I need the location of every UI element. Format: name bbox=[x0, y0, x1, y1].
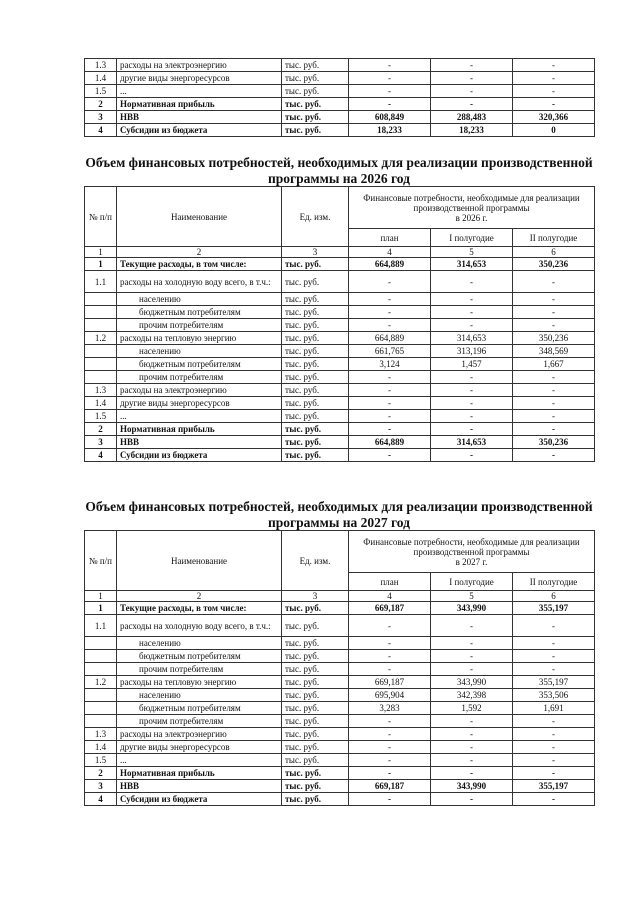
table-row bbox=[85, 676, 595, 689]
row-unit: тыс. руб. bbox=[282, 728, 349, 741]
row-h2: - bbox=[513, 650, 595, 663]
table-row bbox=[85, 358, 595, 371]
row-unit: тыс. руб. bbox=[282, 371, 349, 384]
colnum: 1 bbox=[85, 247, 117, 258]
row-h2: - bbox=[513, 319, 595, 332]
row-h1: - bbox=[431, 728, 513, 741]
row-plan: 661,765 bbox=[349, 345, 431, 358]
row-h1: - bbox=[431, 650, 513, 663]
table-row bbox=[85, 124, 595, 137]
header-unit: Ед. изм. bbox=[282, 531, 349, 591]
row-h1: - bbox=[431, 637, 513, 650]
row-h2: 320,366 bbox=[513, 111, 595, 124]
row-plan: - bbox=[349, 741, 431, 754]
row-h1: 342,398 bbox=[431, 689, 513, 702]
row-unit: тыс. руб. bbox=[282, 702, 349, 715]
row-name: другие виды энергоресурсов bbox=[117, 397, 282, 410]
row-num: 1.4 bbox=[85, 397, 117, 410]
row-name: Текущие расходы, в том числе: bbox=[117, 602, 282, 615]
row-num: 2 bbox=[85, 767, 117, 780]
row-h2: - bbox=[513, 72, 595, 85]
header-num: № п/п bbox=[85, 531, 117, 591]
row-plan: - bbox=[349, 293, 431, 306]
row-num: 1 bbox=[85, 602, 117, 615]
row-h2: 355,197 bbox=[513, 780, 595, 793]
row-h2: - bbox=[513, 293, 595, 306]
row-h2: - bbox=[513, 59, 595, 72]
row-h2: - bbox=[513, 397, 595, 410]
header-plan: план bbox=[349, 573, 431, 591]
row-unit: тыс. руб. bbox=[282, 98, 349, 111]
row-plan: 3,283 bbox=[349, 702, 431, 715]
row-plan: - bbox=[349, 663, 431, 676]
row-h1: 1,457 bbox=[431, 358, 513, 371]
row-h2: 350,236 bbox=[513, 436, 595, 449]
table-row bbox=[85, 793, 595, 806]
row-plan: - bbox=[349, 615, 431, 637]
row-name: ... bbox=[117, 410, 282, 423]
section-2026-title: Объем финансовых потребностей, необходимых для реализации производственной программы на 2026 год bbox=[85, 155, 593, 186]
row-plan: - bbox=[349, 754, 431, 767]
row-name: Нормативная прибыль bbox=[117, 98, 282, 111]
header-fin bbox=[349, 187, 595, 229]
row-name: Нормативная прибыль bbox=[117, 423, 282, 436]
row-plan: - bbox=[349, 72, 431, 85]
table-row bbox=[85, 319, 595, 332]
row-h1: 314,653 bbox=[431, 436, 513, 449]
row-num: 4 bbox=[85, 124, 117, 137]
row-plan: - bbox=[349, 410, 431, 423]
header-name: Наименование bbox=[117, 531, 282, 591]
row-h1: 1,592 bbox=[431, 702, 513, 715]
row-h2: 353,506 bbox=[513, 689, 595, 702]
row-name: бюджетным потребителям bbox=[117, 650, 282, 663]
row-name: расходы на тепловую энергию bbox=[117, 676, 282, 689]
table-row bbox=[85, 702, 595, 715]
row-num bbox=[85, 306, 117, 319]
row-h2: - bbox=[513, 615, 595, 637]
header-fin-text: Финансовые потребности, необходимые для реализации производственной программы bbox=[363, 536, 580, 557]
top-table-body bbox=[85, 59, 595, 137]
row-h1: - bbox=[431, 449, 513, 462]
row-unit: тыс. руб. bbox=[282, 423, 349, 436]
row-unit: тыс. руб. bbox=[282, 602, 349, 615]
row-unit: тыс. руб. bbox=[282, 650, 349, 663]
row-num: 1.5 bbox=[85, 410, 117, 423]
row-plan: 669,187 bbox=[349, 602, 431, 615]
row-h2: 348,569 bbox=[513, 345, 595, 358]
row-unit: тыс. руб. bbox=[282, 436, 349, 449]
row-unit: тыс. руб. bbox=[282, 293, 349, 306]
row-h1: 343,990 bbox=[431, 780, 513, 793]
header-h2: II полугодие bbox=[513, 229, 595, 247]
row-num bbox=[85, 345, 117, 358]
colnum: 5 bbox=[431, 247, 513, 258]
colnum: 5 bbox=[431, 591, 513, 602]
row-unit: тыс. руб. bbox=[282, 85, 349, 98]
row-h2: - bbox=[513, 306, 595, 319]
row-h2: 1,667 bbox=[513, 358, 595, 371]
row-h2: 350,236 bbox=[513, 258, 595, 271]
row-num: 1.3 bbox=[85, 59, 117, 72]
colnum: 4 bbox=[349, 247, 431, 258]
row-unit: тыс. руб. bbox=[282, 754, 349, 767]
table-row bbox=[85, 85, 595, 98]
row-h1: - bbox=[431, 293, 513, 306]
row-h2: - bbox=[513, 637, 595, 650]
row-num: 3 bbox=[85, 780, 117, 793]
header-plan: план bbox=[349, 229, 431, 247]
row-h1: 18,233 bbox=[431, 124, 513, 137]
row-name: расходы на холодную воду всего, в т.ч.: bbox=[117, 271, 282, 293]
header-fin bbox=[349, 531, 595, 573]
row-h1: - bbox=[431, 271, 513, 293]
table-row bbox=[85, 780, 595, 793]
table-row bbox=[85, 423, 595, 436]
row-h2: - bbox=[513, 85, 595, 98]
row-unit: тыс. руб. bbox=[282, 72, 349, 85]
row-num: 3 bbox=[85, 436, 117, 449]
row-h1: - bbox=[431, 615, 513, 637]
row-unit: тыс. руб. bbox=[282, 306, 349, 319]
row-h1: - bbox=[431, 715, 513, 728]
row-h1: - bbox=[431, 371, 513, 384]
row-num: 1.2 bbox=[85, 332, 117, 345]
row-plan: 664,889 bbox=[349, 436, 431, 449]
row-num bbox=[85, 371, 117, 384]
row-plan: - bbox=[349, 637, 431, 650]
row-h1: - bbox=[431, 741, 513, 754]
row-num: 1.3 bbox=[85, 728, 117, 741]
table-row bbox=[85, 332, 595, 345]
row-name: Субсидии из бюджета bbox=[117, 793, 282, 806]
row-plan: - bbox=[349, 397, 431, 410]
row-h2: - bbox=[513, 271, 595, 293]
table-row bbox=[85, 715, 595, 728]
row-num bbox=[85, 715, 117, 728]
row-h1: - bbox=[431, 793, 513, 806]
row-unit: тыс. руб. bbox=[282, 319, 349, 332]
row-plan: 669,187 bbox=[349, 676, 431, 689]
row-unit: тыс. руб. bbox=[282, 397, 349, 410]
row-h2: 1,691 bbox=[513, 702, 595, 715]
row-h1: - bbox=[431, 663, 513, 676]
row-name: Субсидии из бюджета bbox=[117, 124, 282, 137]
row-h2: - bbox=[513, 423, 595, 436]
row-unit: тыс. руб. bbox=[282, 689, 349, 702]
row-plan: 669,187 bbox=[349, 780, 431, 793]
row-unit: тыс. руб. bbox=[282, 345, 349, 358]
row-num: 1.4 bbox=[85, 741, 117, 754]
row-unit: тыс. руб. bbox=[282, 449, 349, 462]
row-h1: - bbox=[431, 98, 513, 111]
row-name: Текущие расходы, в том числе: bbox=[117, 258, 282, 271]
row-h1: 343,990 bbox=[431, 676, 513, 689]
row-unit: тыс. руб. bbox=[282, 59, 349, 72]
row-unit: тыс. руб. bbox=[282, 332, 349, 345]
row-name: НВВ bbox=[117, 780, 282, 793]
table-row bbox=[85, 397, 595, 410]
row-name: населению bbox=[117, 345, 282, 358]
row-num: 1.1 bbox=[85, 271, 117, 293]
row-h2: - bbox=[513, 767, 595, 780]
row-num: 1.3 bbox=[85, 384, 117, 397]
row-num bbox=[85, 293, 117, 306]
colnum: 4 bbox=[349, 591, 431, 602]
row-unit: тыс. руб. bbox=[282, 358, 349, 371]
row-name: прочим потребителям bbox=[117, 715, 282, 728]
row-h2: - bbox=[513, 410, 595, 423]
row-num: 1.2 bbox=[85, 676, 117, 689]
row-h1: - bbox=[431, 72, 513, 85]
header-unit: Ед. изм. bbox=[282, 187, 349, 247]
row-name: другие виды энергоресурсов bbox=[117, 72, 282, 85]
row-num: 1.4 bbox=[85, 72, 117, 85]
section-2027-title: Объем финансовых потребностей, необходимых для реализации производственной программы на 2027 год bbox=[85, 499, 593, 530]
row-h1: - bbox=[431, 397, 513, 410]
header-fin-year: в 2026 г. bbox=[455, 212, 488, 223]
table-2027-body bbox=[85, 602, 595, 806]
table-row bbox=[85, 689, 595, 702]
row-num: 4 bbox=[85, 449, 117, 462]
row-h1: - bbox=[431, 410, 513, 423]
table-2026 bbox=[84, 186, 595, 462]
row-num bbox=[85, 637, 117, 650]
row-num: 2 bbox=[85, 98, 117, 111]
row-plan: 664,889 bbox=[349, 332, 431, 345]
row-plan: 664,889 bbox=[349, 258, 431, 271]
row-plan: - bbox=[349, 715, 431, 728]
row-name: расходы на электроэнергию bbox=[117, 59, 282, 72]
colnum: 1 bbox=[85, 591, 117, 602]
row-num: 1.5 bbox=[85, 754, 117, 767]
row-h2: - bbox=[513, 715, 595, 728]
row-plan: - bbox=[349, 384, 431, 397]
table-row bbox=[85, 754, 595, 767]
row-plan: - bbox=[349, 449, 431, 462]
row-h2: 350,236 bbox=[513, 332, 595, 345]
colnum: 3 bbox=[282, 591, 349, 602]
row-num: 1 bbox=[85, 258, 117, 271]
row-plan: - bbox=[349, 650, 431, 663]
header-fin-text: Финансовые потребности, необходимые для реализации производственной программы bbox=[363, 192, 580, 213]
row-h1: 343,990 bbox=[431, 602, 513, 615]
row-h1: 288,483 bbox=[431, 111, 513, 124]
table-row bbox=[85, 98, 595, 111]
row-name: прочим потребителям bbox=[117, 371, 282, 384]
table-row bbox=[85, 345, 595, 358]
row-h2: - bbox=[513, 663, 595, 676]
row-unit: тыс. руб. bbox=[282, 410, 349, 423]
table-row bbox=[85, 384, 595, 397]
row-name: расходы на холодную воду всего, в т.ч.: bbox=[117, 615, 282, 637]
row-unit: тыс. руб. bbox=[282, 384, 349, 397]
row-name: прочим потребителям bbox=[117, 663, 282, 676]
row-name: расходы на электроэнергию bbox=[117, 384, 282, 397]
row-num bbox=[85, 689, 117, 702]
row-plan: - bbox=[349, 728, 431, 741]
row-unit: тыс. руб. bbox=[282, 258, 349, 271]
table-row bbox=[85, 602, 595, 615]
row-plan: - bbox=[349, 59, 431, 72]
row-unit: тыс. руб. bbox=[282, 715, 349, 728]
row-h1: - bbox=[431, 423, 513, 436]
table-row bbox=[85, 271, 595, 293]
row-num: 1.5 bbox=[85, 85, 117, 98]
header-num: № п/п bbox=[85, 187, 117, 247]
row-h2: - bbox=[513, 384, 595, 397]
row-h2: 0 bbox=[513, 124, 595, 137]
header-fin-year: в 2027 г. bbox=[455, 556, 488, 567]
row-plan: - bbox=[349, 85, 431, 98]
row-unit: тыс. руб. bbox=[282, 111, 349, 124]
row-plan: - bbox=[349, 271, 431, 293]
header-h1: I полугодие bbox=[431, 229, 513, 247]
table-row bbox=[85, 371, 595, 384]
table-row bbox=[85, 637, 595, 650]
row-num: 3 bbox=[85, 111, 117, 124]
colnum: 3 bbox=[282, 247, 349, 258]
row-unit: тыс. руб. bbox=[282, 615, 349, 637]
row-name: другие виды энергоресурсов bbox=[117, 741, 282, 754]
row-h1: - bbox=[431, 85, 513, 98]
row-num bbox=[85, 358, 117, 371]
row-h1: - bbox=[431, 319, 513, 332]
table-row bbox=[85, 436, 595, 449]
row-name: прочим потребителям bbox=[117, 319, 282, 332]
row-unit: тыс. руб. bbox=[282, 780, 349, 793]
row-num: 4 bbox=[85, 793, 117, 806]
row-num bbox=[85, 319, 117, 332]
row-unit: тыс. руб. bbox=[282, 663, 349, 676]
row-unit: тыс. руб. bbox=[282, 793, 349, 806]
row-plan: - bbox=[349, 306, 431, 319]
row-plan: 695,904 bbox=[349, 689, 431, 702]
colnum: 6 bbox=[513, 247, 595, 258]
row-unit: тыс. руб. bbox=[282, 124, 349, 137]
colnum: 2 bbox=[117, 591, 282, 602]
row-h1: 314,653 bbox=[431, 258, 513, 271]
table-row bbox=[85, 258, 595, 271]
row-h2: - bbox=[513, 754, 595, 767]
row-num bbox=[85, 663, 117, 676]
table-row bbox=[85, 767, 595, 780]
row-h2: - bbox=[513, 741, 595, 754]
row-unit: тыс. руб. bbox=[282, 637, 349, 650]
table-row bbox=[85, 306, 595, 319]
row-h1: 313,196 bbox=[431, 345, 513, 358]
row-h2: - bbox=[513, 371, 595, 384]
row-name: бюджетным потребителям bbox=[117, 358, 282, 371]
row-h1: - bbox=[431, 306, 513, 319]
row-h1: - bbox=[431, 754, 513, 767]
row-name: расходы на тепловую энергию bbox=[117, 332, 282, 345]
table-row bbox=[85, 72, 595, 85]
row-plan: 3,124 bbox=[349, 358, 431, 371]
colnum: 2 bbox=[117, 247, 282, 258]
table-row bbox=[85, 663, 595, 676]
row-plan: - bbox=[349, 98, 431, 111]
colnum: 6 bbox=[513, 591, 595, 602]
row-name: ... bbox=[117, 754, 282, 767]
row-name: Нормативная прибыль bbox=[117, 767, 282, 780]
row-name: населению bbox=[117, 689, 282, 702]
table-row bbox=[85, 741, 595, 754]
header-name: Наименование bbox=[117, 187, 282, 247]
row-name: населению bbox=[117, 637, 282, 650]
header-h1: I полугодие bbox=[431, 573, 513, 591]
table-row bbox=[85, 293, 595, 306]
header-h2: II полугодие bbox=[513, 573, 595, 591]
row-plan: - bbox=[349, 319, 431, 332]
row-name: населению bbox=[117, 293, 282, 306]
row-h1: - bbox=[431, 59, 513, 72]
row-unit: тыс. руб. bbox=[282, 741, 349, 754]
row-plan: - bbox=[349, 793, 431, 806]
row-h2: - bbox=[513, 98, 595, 111]
table-row bbox=[85, 449, 595, 462]
table-row bbox=[85, 650, 595, 663]
row-num: 1.1 bbox=[85, 615, 117, 637]
row-name: НВВ bbox=[117, 436, 282, 449]
table-row bbox=[85, 111, 595, 124]
row-h2: 355,197 bbox=[513, 602, 595, 615]
row-name: Субсидии из бюджета bbox=[117, 449, 282, 462]
row-name: бюджетным потребителям bbox=[117, 306, 282, 319]
row-name: НВВ bbox=[117, 111, 282, 124]
row-h1: 314,653 bbox=[431, 332, 513, 345]
top-table bbox=[84, 58, 595, 137]
row-h2: - bbox=[513, 728, 595, 741]
row-name: ... bbox=[117, 85, 282, 98]
table-row bbox=[85, 410, 595, 423]
row-h2: - bbox=[513, 449, 595, 462]
row-unit: тыс. руб. bbox=[282, 271, 349, 293]
row-name: расходы на электроэнергию bbox=[117, 728, 282, 741]
row-h1: - bbox=[431, 767, 513, 780]
table-2027 bbox=[84, 530, 595, 806]
row-unit: тыс. руб. bbox=[282, 767, 349, 780]
row-plan: - bbox=[349, 371, 431, 384]
row-plan: 608,849 bbox=[349, 111, 431, 124]
table-row bbox=[85, 615, 595, 637]
row-num bbox=[85, 650, 117, 663]
row-unit: тыс. руб. bbox=[282, 676, 349, 689]
row-plan: - bbox=[349, 767, 431, 780]
row-name: бюджетным потребителям bbox=[117, 702, 282, 715]
row-num bbox=[85, 702, 117, 715]
row-h2: 355,197 bbox=[513, 676, 595, 689]
table-2026-body bbox=[85, 258, 595, 462]
row-plan: 18,233 bbox=[349, 124, 431, 137]
row-h2: - bbox=[513, 793, 595, 806]
row-h1: - bbox=[431, 384, 513, 397]
table-row bbox=[85, 59, 595, 72]
row-num: 2 bbox=[85, 423, 117, 436]
table-row bbox=[85, 728, 595, 741]
row-plan: - bbox=[349, 423, 431, 436]
